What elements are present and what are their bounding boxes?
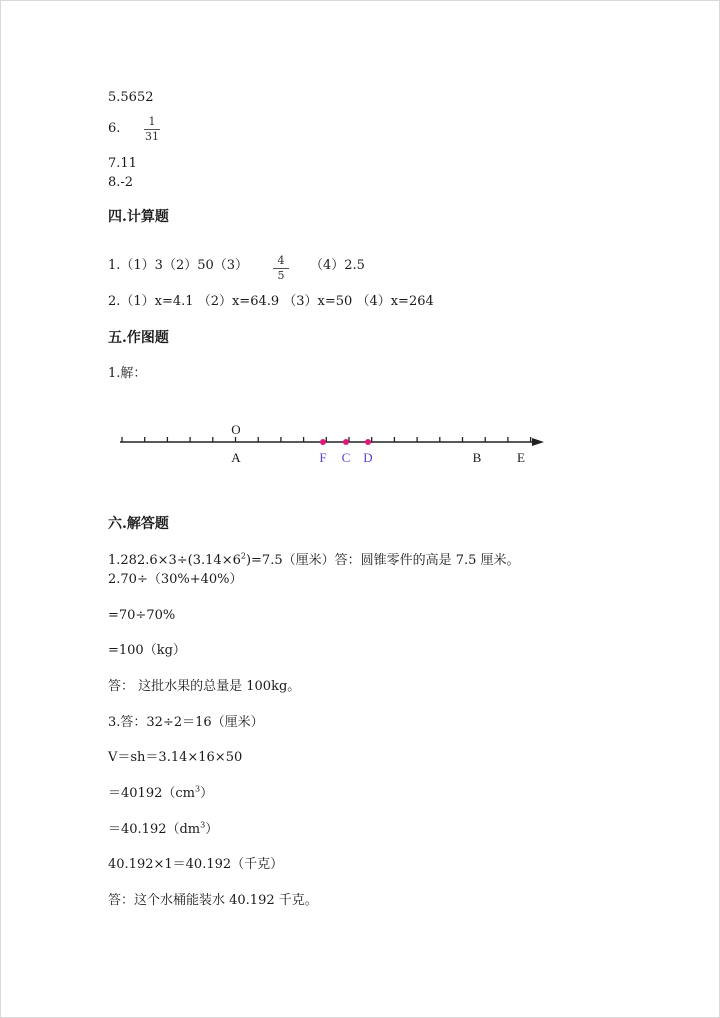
fraction-numerator: 4 — [277, 254, 285, 267]
section-5-line-1: 1.解： — [108, 366, 147, 381]
section-4-line-2: 2.（1）x=4.1 （2）x=64.9 （3）x=50 （4）x=264 — [108, 294, 434, 309]
point-label-b: B — [472, 450, 482, 465]
section-6-title: 六.解答题 — [108, 516, 169, 532]
q1-exponent: 2 — [240, 551, 246, 561]
arrow-head-icon — [532, 438, 544, 446]
section-4-line-1b: （4）2.5 — [310, 258, 365, 273]
answer-7: 7.11 — [108, 156, 137, 171]
point-c-dot — [343, 439, 349, 445]
section-4-fraction — [273, 255, 289, 282]
question-1-answer — [108, 553, 520, 569]
question-3-line-1: 3.答：32÷2＝16（厘米） — [108, 715, 264, 730]
question-3-line-5: 40.192×1＝40.192（千克） — [108, 857, 284, 872]
section-5-title: 五.作图题 — [108, 330, 169, 346]
point-d-dot — [365, 439, 371, 445]
question-2-line-2: =70÷70% — [108, 608, 176, 623]
answer-5: 5.5652 — [108, 90, 154, 105]
section-4-title: 四.计算题 — [108, 209, 169, 225]
q3-l4-exponent: 3 — [200, 820, 206, 830]
answer-8: 8.-2 — [108, 175, 134, 190]
point-label-a: A — [231, 450, 241, 465]
q3-l3-exponent: 3 — [194, 784, 201, 794]
number-line-labels — [231, 450, 525, 465]
question-3-line-4 — [108, 822, 218, 838]
question-3-line-2: V＝sh＝3.14×16×50 — [108, 750, 243, 765]
point-label-f: F — [319, 450, 327, 465]
question-3-answer: 答：这个水桶能装水 40.192 千克。 — [108, 893, 318, 908]
q3-l3-b: ） — [200, 786, 214, 801]
section-4-line-1a: 1.（1）3（2）50（3） — [108, 258, 249, 273]
origin-label: O — [231, 422, 241, 437]
point-label-c: C — [341, 450, 351, 465]
question-2-answer: 答： 这批水果的总量是 100kg。 — [108, 679, 301, 694]
answer-6-label: 6. — [108, 121, 121, 136]
question-2-line-3: =100（kg） — [108, 643, 186, 658]
q1-part-b: )=7.5（厘米）答：圆锥零件的高是 7.5 厘米。 — [245, 553, 520, 568]
fraction-denominator: 5 — [277, 269, 285, 282]
point-label-d: D — [363, 450, 373, 465]
question-2-line-1: 2.70÷（30%+40%） — [108, 572, 243, 587]
fraction-numerator: 1 — [148, 115, 156, 128]
fraction-denominator: 31 — [145, 130, 159, 143]
answer-6-fraction — [144, 116, 160, 143]
q3-l3-a: ＝40192（cm — [108, 786, 195, 801]
q3-l4-a: ＝40.192（dm — [108, 822, 201, 837]
q3-l4-b: ） — [205, 822, 219, 837]
number-line-figure — [112, 416, 552, 476]
question-3-line-3 — [108, 786, 213, 802]
point-f-dot — [320, 439, 326, 445]
q1-part-a: 1.282.6×3÷(3.14×6 — [108, 553, 241, 568]
point-label-e: E — [517, 450, 525, 465]
